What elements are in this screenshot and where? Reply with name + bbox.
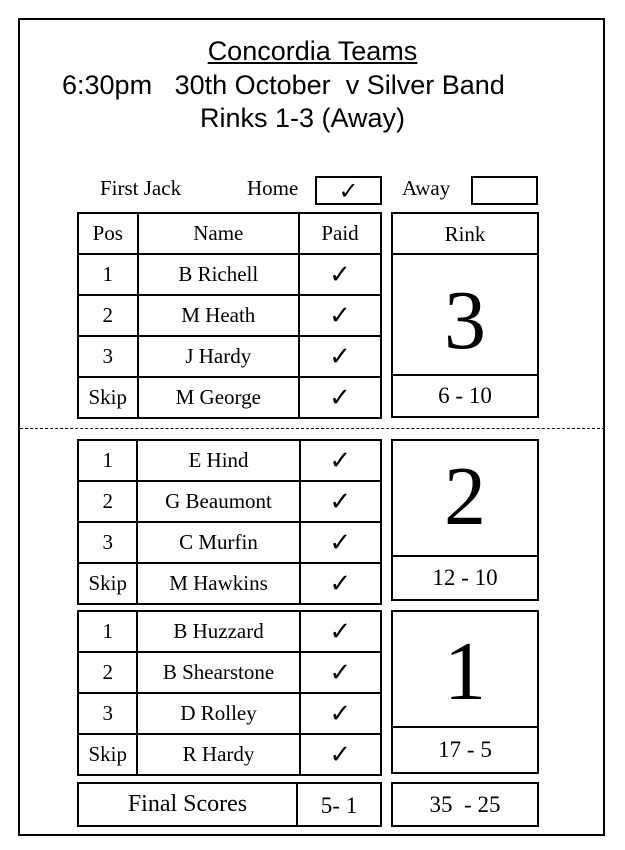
pos-cell: 2 bbox=[78, 481, 137, 522]
name-cell: G Beaumont bbox=[137, 481, 299, 522]
home-label: Home bbox=[247, 176, 299, 200]
table-row bbox=[78, 652, 381, 693]
rink-number: 3 bbox=[444, 274, 486, 367]
pos-cell: 2 bbox=[78, 652, 137, 693]
away-checkbox[interactable] bbox=[471, 176, 538, 205]
home-checkbox[interactable]: ✓ bbox=[315, 176, 382, 205]
match-date: 30th October bbox=[174, 70, 331, 100]
table-row bbox=[78, 377, 381, 418]
name-cell: B Shearstone bbox=[137, 652, 299, 693]
rink-header: Rink bbox=[444, 222, 486, 246]
table-row bbox=[78, 611, 381, 652]
table-row bbox=[78, 693, 381, 734]
pos-cell: Skip bbox=[78, 563, 137, 604]
pos-cell: 3 bbox=[78, 522, 137, 563]
pos-cell: 1 bbox=[78, 440, 137, 481]
paid-tick-cell: ✓ bbox=[300, 440, 381, 481]
divider-line bbox=[20, 428, 605, 429]
pos-header: Pos bbox=[78, 213, 138, 254]
rink-box-1 bbox=[391, 610, 539, 774]
final-scores-label: Final Scores bbox=[77, 782, 298, 827]
rink-number: 1 bbox=[444, 625, 486, 718]
name-cell: M Heath bbox=[138, 295, 300, 336]
rink-number: 2 bbox=[444, 450, 486, 543]
name-cell: R Hardy bbox=[137, 734, 299, 775]
pos-cell: 1 bbox=[78, 611, 137, 652]
paid-tick-cell: ✓ bbox=[299, 377, 381, 418]
away-label: Away bbox=[402, 176, 451, 200]
rinks-line: Rinks 1-3 (Away) bbox=[199, 103, 406, 133]
name-cell: D Rolley bbox=[137, 693, 299, 734]
paid-tick-cell: ✓ bbox=[300, 611, 381, 652]
paid-tick-cell: ✓ bbox=[300, 522, 381, 563]
name-cell: M George bbox=[138, 377, 300, 418]
pos-cell: Skip bbox=[78, 377, 138, 418]
rink-box-2 bbox=[391, 439, 539, 601]
paid-tick-cell: ✓ bbox=[300, 734, 381, 775]
table-row bbox=[78, 734, 381, 775]
table-row bbox=[78, 254, 381, 295]
team-table-rink-1 bbox=[77, 610, 382, 776]
name-cell: J Hardy bbox=[138, 336, 300, 377]
rink-header-box bbox=[391, 212, 539, 254]
sheet-title: Concordia Teams bbox=[207, 36, 418, 66]
paid-tick-cell: ✓ bbox=[299, 295, 381, 336]
pos-cell: 2 bbox=[78, 295, 138, 336]
name-cell: C Murfin bbox=[137, 522, 299, 563]
rink-score: 6 - 10 bbox=[393, 374, 537, 416]
final-points: 5- 1 bbox=[296, 782, 382, 827]
match-line bbox=[62, 70, 505, 101]
rink-score: 17 - 5 bbox=[393, 726, 537, 772]
match-time: 6:30pm bbox=[62, 70, 153, 100]
name-cell: M Hawkins bbox=[137, 563, 299, 604]
rink-box-3 bbox=[391, 253, 539, 418]
table-row bbox=[78, 522, 381, 563]
table-row bbox=[78, 295, 381, 336]
table-row bbox=[78, 563, 381, 604]
table-row bbox=[78, 481, 381, 522]
pos-cell: 3 bbox=[78, 336, 138, 377]
pos-cell: Skip bbox=[78, 734, 137, 775]
table-row bbox=[78, 440, 381, 481]
team-table-rink-3 bbox=[77, 212, 382, 419]
paid-tick-cell: ✓ bbox=[299, 336, 381, 377]
rink-score: 12 - 10 bbox=[393, 555, 537, 599]
paid-tick-cell: ✓ bbox=[300, 693, 381, 734]
pos-cell: 3 bbox=[78, 693, 137, 734]
name-cell: E Hind bbox=[137, 440, 299, 481]
name-header: Name bbox=[138, 213, 300, 254]
column-header-row bbox=[78, 213, 381, 254]
paid-header: Paid bbox=[299, 213, 381, 254]
paid-tick-cell: ✓ bbox=[299, 254, 381, 295]
name-cell: B Richell bbox=[138, 254, 300, 295]
match-opponent: v Silver Band bbox=[345, 70, 505, 100]
paid-tick-cell: ✓ bbox=[300, 652, 381, 693]
paid-tick-cell: ✓ bbox=[300, 563, 381, 604]
pos-cell: 1 bbox=[78, 254, 138, 295]
name-cell: B Huzzard bbox=[137, 611, 299, 652]
final-shots: 35 - 25 bbox=[391, 782, 539, 827]
first-jack-label: First Jack bbox=[100, 176, 182, 200]
team-table-rink-2 bbox=[77, 439, 382, 605]
paid-tick-cell: ✓ bbox=[300, 481, 381, 522]
table-row bbox=[78, 336, 381, 377]
